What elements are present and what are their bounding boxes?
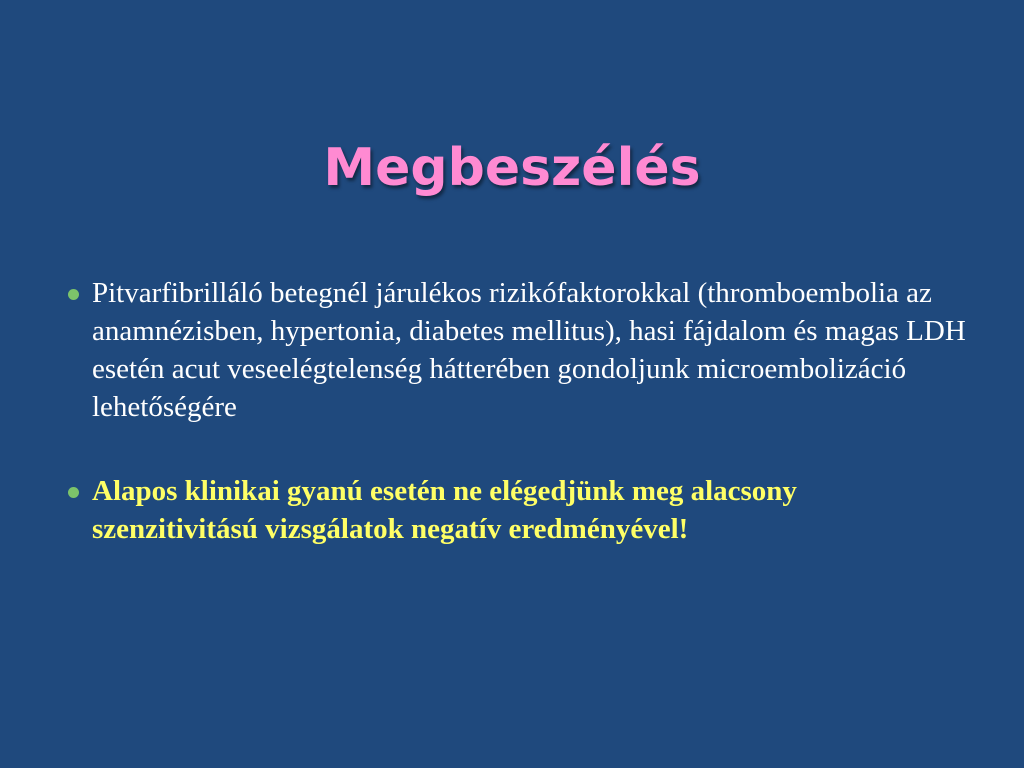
bullet-text: Pitvarfibrilláló betegnél járulékos rizikófaktorokkal (thromboembolia az anamnézisben, hypertonia, diabetes mellitus), hasi fájdalom és magas LDH esetén acut veseelégtelenség hátterében gondoljunk microembolizáció lehetőségére: [92, 277, 966, 423]
bullet-text: Alapos klinikai gyanú esetén ne elégedjünk meg alacsony szenzitivitású vizsgálatok negatív eredményével!: [92, 475, 797, 545]
bullet-dot-icon: [68, 289, 79, 300]
bullet-dot-icon: [68, 487, 79, 498]
bullet-list: [66, 274, 966, 548]
slide-title: Megbeszélés: [323, 138, 701, 198]
bullet-item: [66, 274, 966, 426]
bullet-item-highlight: [66, 472, 882, 548]
